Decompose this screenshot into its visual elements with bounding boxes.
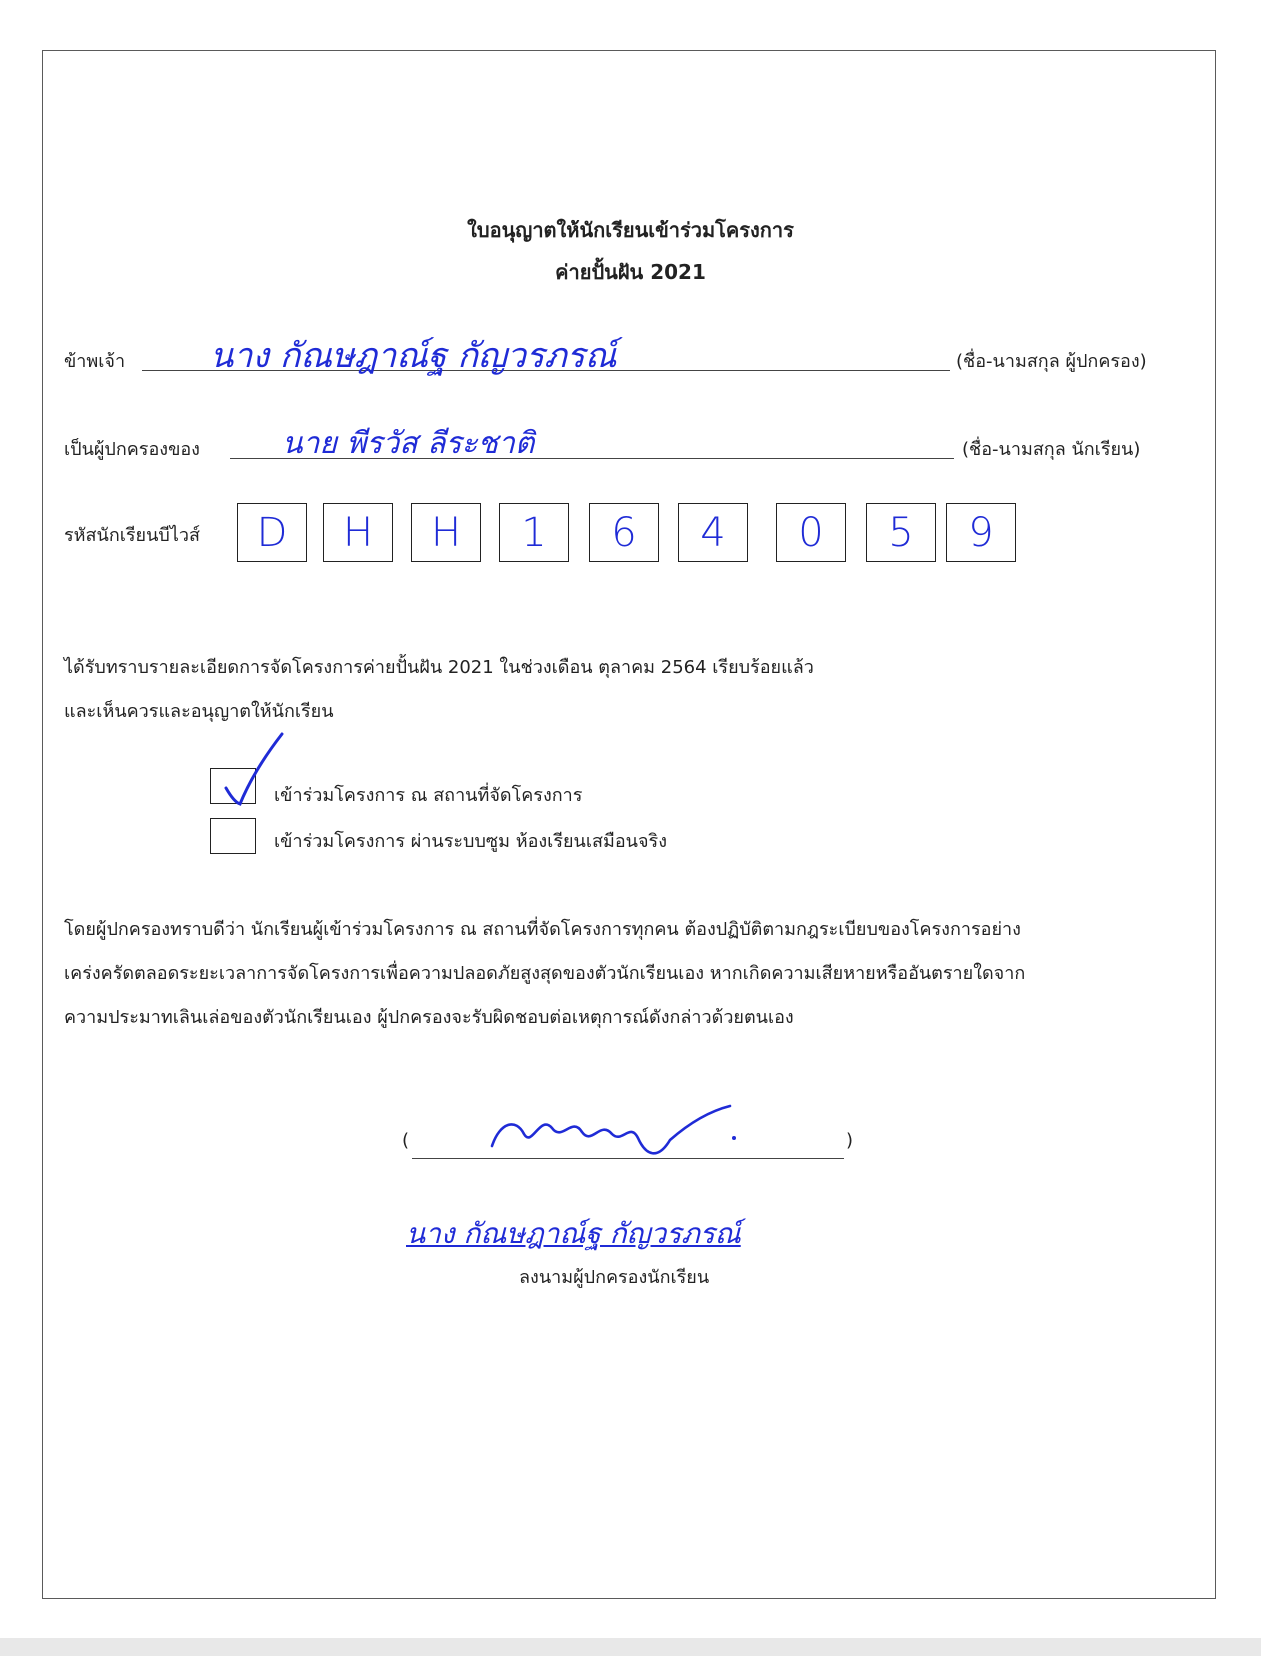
guardian-label-suffix: (ชื่อ-นามสกุล ผู้ปกครอง) [956,351,1147,372]
student-id-box-6 [678,503,748,562]
guardian-handwritten-name: นาง กัณษฎาณ์ฐ กัญวรภรณ์ [210,336,617,376]
student-id-char: 5 [888,509,914,556]
signature-close-paren: ) [846,1130,854,1151]
student-id-box-8 [866,503,936,562]
terms-line-2: เคร่งครัดตลอดระยะเวลาการจัดโครงการเพื่อความปลอดภัยสูงสุดของตัวนักเรียนเอง หากเกิดความเสียหายหรืออันตรายใดจาก [64,963,1026,984]
student-id-box-4 [499,503,569,562]
student-id-box-7 [776,503,846,562]
option-zoom-label: เข้าร่วมโครงการ ผ่านระบบซูม ห้องเรียนเสมือนจริง [274,831,667,852]
student-id-box-5 [589,503,659,562]
terms-line-1: โดยผู้ปกครองทราบดีว่า นักเรียนผู้เข้าร่วมโครงการ ณ สถานที่จัดโครงการทุกคน ต้องปฏิบัติตามกฎระเบียบของโครงการอย่าง [64,919,1021,940]
student-handwritten-name: นาย พีรวัส ลีระชาติ [282,426,535,461]
option-onsite-label: เข้าร่วมโครงการ ณ สถานที่จัดโครงการ [274,785,583,806]
signature-printed-name: นาง กัณษฎาณ์ฐ กัญวรภรณ์ [406,1217,741,1250]
form-title: ใบอนุญาตให้นักเรียนเข้าร่วมโครงการ [467,218,794,242]
student-id-char: 9 [968,509,994,556]
student-label: เป็นผู้ปกครองของ [64,439,200,460]
student-id-box-1 [237,503,307,562]
student-id-char: 4 [700,509,726,556]
student-id-box-3 [411,503,481,562]
student-id-char: 1 [521,509,547,556]
option-zoom-checkbox[interactable] [210,818,256,854]
student-id-char: H [430,509,462,556]
signature-open-paren: ( [402,1130,410,1151]
student-id-char: 0 [798,509,824,556]
student-id-box-9 [946,503,1016,562]
acknowledgement-line-2: และเห็นควรและอนุญาตให้นักเรียน [64,701,334,722]
terms-line-3: ความประมาทเลินเล่อของตัวนักเรียนเอง ผู้ปกครองจะรับผิดชอบต่อเหตุการณ์ดังกล่าวด้วยตนเอง [64,1007,794,1028]
signature-scribble [480,1098,750,1168]
acknowledgement-line-1: ได้รับทราบรายละเอียดการจัดโครงการค่ายปั้นฝัน 2021 ในช่วงเดือน ตุลาคม 2564 เรียบร้อยแล้ว [64,657,814,678]
student-id-char: H [342,509,374,556]
signature-caption: ลงนามผู้ปกครองนักเรียน [519,1267,710,1288]
bottom-bar [0,1638,1261,1656]
student-id-char: 6 [611,509,637,556]
student-label-suffix: (ชื่อ-นามสกุล นักเรียน) [962,439,1141,460]
guardian-label: ข้าพเจ้า [64,351,126,372]
student-id-box-2 [323,503,393,562]
student-id-char: D [256,509,288,556]
form-subtitle: ค่ายปั้นฝัน 2021 [555,260,706,284]
student-id-label: รหัสนักเรียนบีไวส์ [64,525,200,546]
